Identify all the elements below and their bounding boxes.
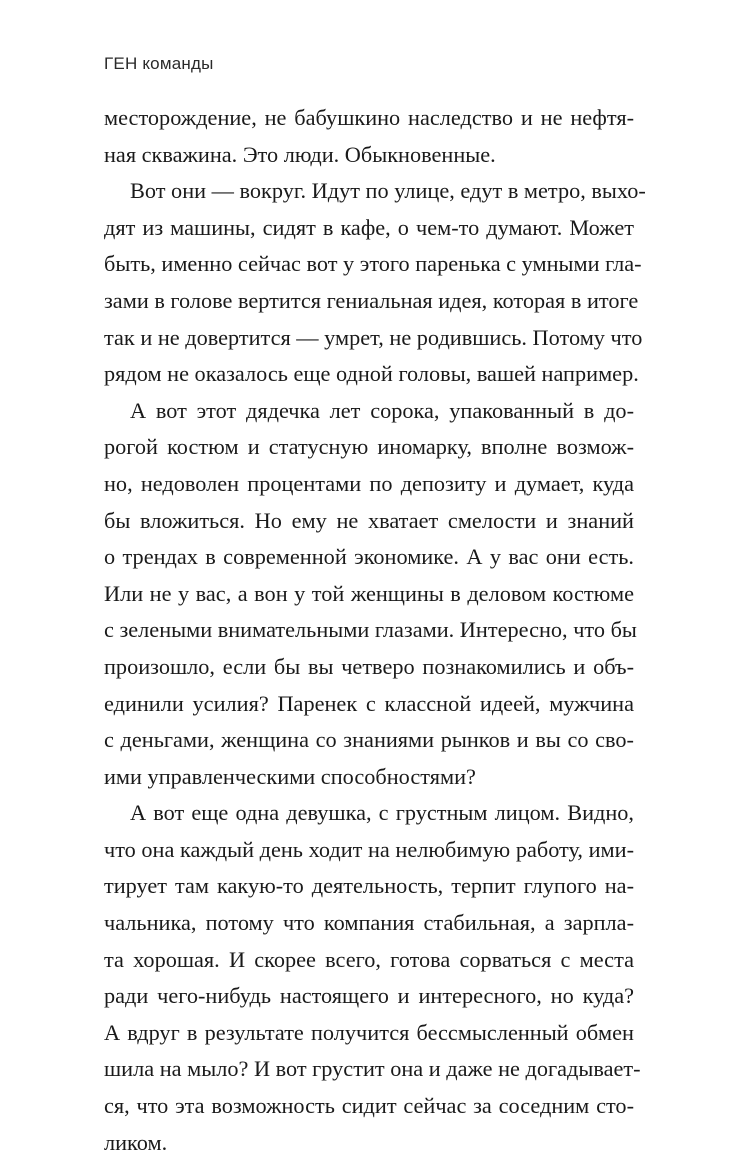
text-line: так и не довертится — умрет, не родившись. Потому что [104, 324, 643, 350]
text-line: ная скважина. Это люди. Обыкновенные. [104, 141, 496, 167]
text-line: с зелеными внимательными глазами. Интересно, что бы [104, 617, 637, 643]
text-line: зами в голове вертится гениальная идея, которая в итоге [104, 287, 639, 313]
text-line: рогой костюм и статусную иномарку, вполне возмож- [104, 434, 634, 460]
text-line: быть, именно сейчас вот у этого паренька с умными гла- [104, 251, 642, 277]
text-line: ими управленческими способностями? [104, 763, 476, 789]
text-line: Вот они — вокруг. Идут по улице, едут в метро, выхо- [130, 178, 646, 204]
page-body [104, 100, 646, 1161]
text-line: месторождение, не бабушкино наследство и не нефтя- [104, 105, 634, 130]
text-line: единили усилия? Паренек с классной идеей, мужчина [104, 690, 634, 716]
text-line: А вот этот дядечка лет сорока, упакованный в до- [130, 397, 634, 423]
text-line: А вот еще одна девушка, с грустным лицом. Видно, [130, 800, 634, 826]
text-line: произошло, если бы вы четверо познакомились и объ- [104, 653, 634, 679]
text-line: ликом. [104, 1129, 168, 1155]
text-line: с деньгами, женщина со знаниями рынков и вы со сво- [104, 727, 634, 753]
text-line: тирует там какую-то деятельность, терпит глупого на- [104, 873, 634, 899]
running-header: ГЕН команды [104, 54, 214, 73]
text-line: о трендах в современной экономике. А у вас они есть. [104, 544, 634, 570]
text-line: Или не у вас, а вон у той женщины в деловом костюме [104, 580, 634, 606]
text-line: шила на мыло? И вот грустит она и даже не догадывает- [104, 1056, 641, 1082]
text-line: ради чего-нибудь настоящего и интересного, но куда? [104, 983, 634, 1009]
text-line: рядом не оказалось еще одной головы, вашей например. [104, 361, 639, 387]
text-line: А вдруг в результате получится бессмысленный обмен [104, 1019, 634, 1045]
text-line: дят из машины, сидят в кафе, о чем-то думают. Может [104, 214, 634, 240]
text-line: что она каждый день ходит на нелюбимую работу, ими- [104, 836, 634, 862]
text-line: чальника, потому что компания стабильная, а зарпла- [104, 910, 634, 936]
text-line: ся, что эта возможность сидит сейчас за соседним сто- [104, 1093, 634, 1119]
text-line: та хорошая. И скорее всего, готова сорваться с места [104, 946, 634, 972]
text-line: но, недоволен процентами по депозиту и думает, куда [104, 470, 634, 496]
text-line: бы вложиться. Но ему не хватает смелости и знаний [104, 507, 634, 533]
